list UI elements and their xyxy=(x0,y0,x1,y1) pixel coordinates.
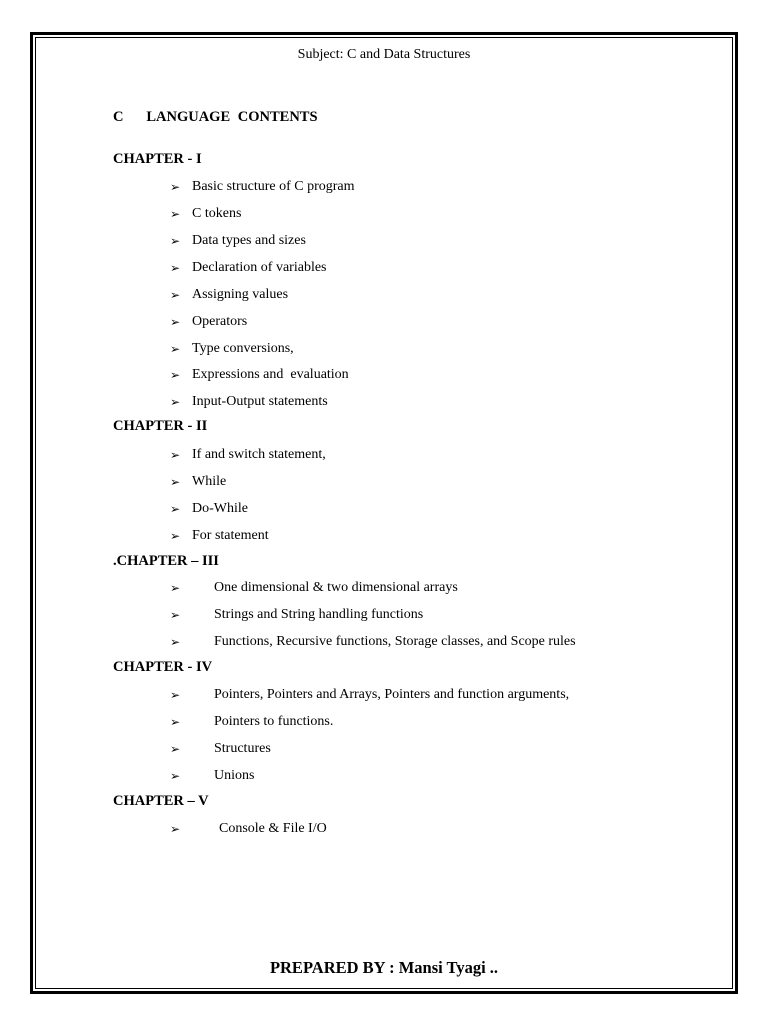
chapter-1-title: CHAPTER - I xyxy=(113,151,202,167)
arrow-bullet-icon: ➢ xyxy=(170,261,181,275)
arrow-bullet-icon: ➢ xyxy=(170,608,181,622)
contents-title: C LANGUAGE CONTENTS xyxy=(113,109,318,125)
arrow-bullet-icon: ➢ xyxy=(170,715,181,729)
arrow-bullet-icon: ➢ xyxy=(170,368,181,382)
arrow-bullet-icon: ➢ xyxy=(170,207,181,221)
arrow-bullet-icon: ➢ xyxy=(170,342,181,356)
page-border-inner xyxy=(35,37,733,989)
arrow-bullet-icon: ➢ xyxy=(170,395,181,409)
chapter-3-title: .CHAPTER – III xyxy=(113,553,219,569)
arrow-bullet-icon: ➢ xyxy=(170,529,181,543)
arrow-bullet-icon: ➢ xyxy=(170,315,181,329)
arrow-bullet-icon: ➢ xyxy=(170,234,181,248)
arrow-bullet-icon: ➢ xyxy=(170,635,181,649)
arrow-bullet-icon: ➢ xyxy=(170,769,181,783)
chapter-2-title: CHAPTER - II xyxy=(113,418,208,434)
arrow-bullet-icon: ➢ xyxy=(170,180,181,194)
arrow-bullet-icon: ➢ xyxy=(170,448,181,462)
arrow-bullet-icon: ➢ xyxy=(170,475,181,489)
arrow-bullet-icon: ➢ xyxy=(170,581,181,595)
prepared-by-footer: PREPARED BY : Mansi Tyagi .. xyxy=(269,958,499,977)
arrow-bullet-icon: ➢ xyxy=(170,742,181,756)
chapter-4-title: CHAPTER - IV xyxy=(113,659,213,675)
chapter-5-title: CHAPTER – V xyxy=(113,793,209,809)
arrow-bullet-icon: ➢ xyxy=(170,502,181,516)
arrow-bullet-icon: ➢ xyxy=(170,288,181,302)
arrow-bullet-icon: ➢ xyxy=(170,688,181,702)
subject-line: Subject: C and Data Structures xyxy=(297,47,471,62)
arrow-bullet-icon: ➢ xyxy=(170,822,181,836)
